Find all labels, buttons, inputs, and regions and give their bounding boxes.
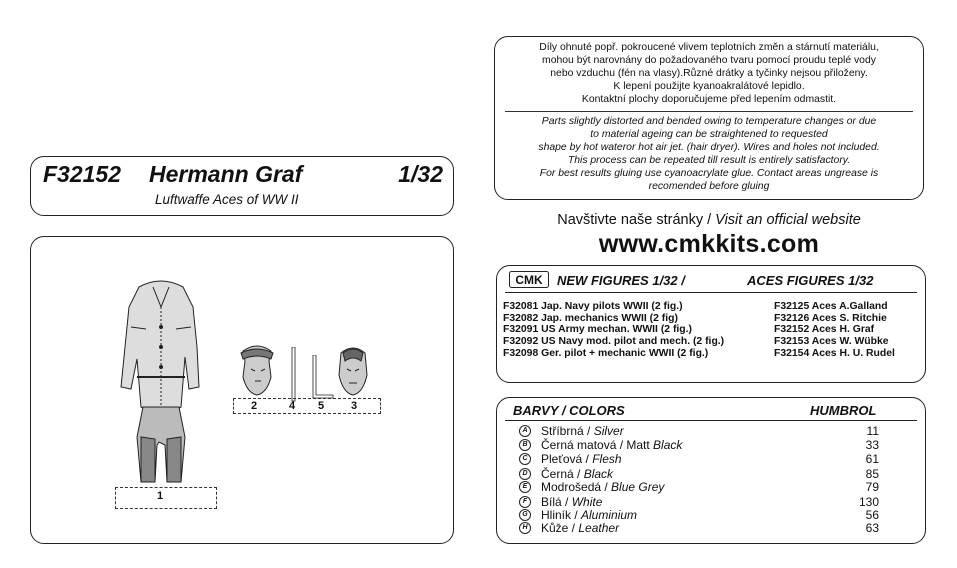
color-name-en: Silver <box>593 424 624 438</box>
color-name-cz: Hliník / <box>541 508 582 522</box>
visit-text-cz: Navštivte naše stránky / <box>557 212 716 228</box>
l-bracket-part-illustration <box>311 355 335 401</box>
instructions-panel <box>494 36 924 200</box>
figure-body-illustration <box>101 267 221 487</box>
color-name <box>541 453 622 465</box>
list-item: F32152 Aces H. Graf <box>774 324 875 336</box>
part-label-4: 4 <box>289 400 296 412</box>
color-row <box>497 453 927 465</box>
new-figures-list <box>503 301 724 360</box>
color-letter-badge: B <box>519 439 531 451</box>
part-label-5: 5 <box>318 400 325 412</box>
color-name-en: Blue Grey <box>611 480 665 494</box>
instruction-line: nebo vzduchu (fén na vlasy).Různé drátky a tyčinky nejsou přiloženy. <box>550 68 868 79</box>
product-subtitle: Luftwaffe Aces of WW II <box>155 192 299 207</box>
list-item: F32098 Ger. pilot + mechanic WWII (2 fig.) <box>503 347 709 359</box>
head-part-illustration <box>237 341 277 397</box>
color-name-en: Black <box>653 438 683 452</box>
part-label-3: 3 <box>351 400 358 412</box>
part-1-outline <box>115 487 217 509</box>
website-url[interactable]: www.cmkkits.com <box>598 230 820 258</box>
product-name: Hermann Graf <box>149 161 303 187</box>
color-row <box>497 468 927 480</box>
humbrol-code: 130 <box>858 495 879 509</box>
list-item: F32126 Aces S. Ritchie <box>774 312 887 324</box>
color-name <box>541 439 682 451</box>
color-row <box>497 509 927 521</box>
color-name-cz: Stříbrná / <box>541 424 594 438</box>
list-item: F32153 Aces W. Wübke <box>774 336 889 348</box>
divider <box>505 420 917 421</box>
instruction-line: shape by hot wateror hot air jet. (hair dryer). Wires and holes not included. <box>538 142 880 153</box>
color-letter-badge: D <box>519 468 531 480</box>
instructions-english <box>501 115 917 193</box>
color-name <box>541 481 664 493</box>
color-name <box>541 468 613 480</box>
color-letter-badge: E <box>519 481 531 493</box>
product-code: F32152 <box>43 161 122 187</box>
part-label-2: 2 <box>251 400 258 412</box>
humbrol-code: 63 <box>865 521 879 535</box>
color-name-en: White <box>571 495 603 509</box>
color-name <box>541 496 602 508</box>
list-item: F32082 Jap. mechanics WWII (2 fig) <box>503 312 678 324</box>
visit-website-text <box>494 212 924 228</box>
color-name <box>541 425 624 437</box>
list-item: F32154 Aces H. U. Rudel <box>774 347 895 359</box>
color-name-cz: Černá / <box>541 467 584 481</box>
color-name-cz: Bílá / <box>541 495 572 509</box>
instruction-line: mohou být narovnány do požadovaného tvaru pomocí proudu teplé vody <box>542 55 876 66</box>
parts-illustration-panel <box>30 236 454 544</box>
title-panel <box>30 156 454 216</box>
new-figures-panel <box>496 265 926 383</box>
color-name-en: Black <box>583 467 614 481</box>
list-item: F32125 Aces A.Galland <box>774 301 888 312</box>
divider <box>505 292 917 293</box>
instruction-line: Díly ohnuté popř. pokroucené vlivem teplotních změn a stárnutí materiálu, <box>539 42 879 53</box>
humbrol-code: 33 <box>865 438 879 452</box>
instruction-line: to material ageing can be straightened to requested <box>590 129 828 140</box>
color-name-cz: Modrošedá / <box>541 480 612 494</box>
rod-part-illustration <box>289 347 299 403</box>
aces-figures-header: ACES FIGURES 1/32 <box>747 273 874 288</box>
color-row <box>497 522 927 534</box>
humbrol-header: HUMBROL <box>810 403 877 418</box>
instruction-line: K lepení použijte kyanoakralátové lepidlo. <box>613 81 805 92</box>
color-name-cz: Kůže / <box>541 521 579 535</box>
color-row <box>497 481 927 493</box>
humbrol-code: 56 <box>865 508 879 522</box>
humbrol-code: 79 <box>865 480 879 494</box>
color-name-cz: Černá matová / Matt <box>541 438 654 452</box>
list-item: F32091 US Army mechan. WWII (2 fig.) <box>503 324 692 336</box>
color-row <box>497 439 927 451</box>
list-item: F32092 US Navy mod. pilot and mech. (2 fig.) <box>503 336 725 348</box>
color-letter-badge: C <box>519 453 531 465</box>
instruction-line: For best results gluing use cyanoacrylate glue. Contact areas ungrease is <box>539 168 879 179</box>
color-letter-badge: A <box>519 425 531 437</box>
new-figures-header: NEW FIGURES 1/32 / <box>557 273 685 288</box>
product-scale: 1/32 <box>398 161 443 187</box>
colors-panel <box>496 397 926 544</box>
color-row <box>497 496 927 508</box>
color-letter-badge: H <box>519 522 531 534</box>
color-row <box>497 425 927 437</box>
color-name-en: Flesh <box>592 452 622 466</box>
visit-text-en: Visit an official website <box>715 212 861 228</box>
instructions-czech <box>501 41 917 106</box>
color-letter-badge: F <box>519 496 531 508</box>
color-letter-badge: G <box>519 509 531 521</box>
divider <box>505 111 913 112</box>
list-item: F32081 Jap. Navy pilots WWII (2 fig.) <box>503 301 683 312</box>
instruction-line: recomended before gluing <box>648 181 770 192</box>
color-name-en: Aluminium <box>581 508 638 522</box>
humbrol-code: 61 <box>865 452 879 466</box>
head-part-illustration <box>335 341 371 397</box>
humbrol-code: 11 <box>866 424 879 438</box>
color-name-cz: Pleťová / <box>541 452 593 466</box>
instruction-line: Kontaktní plochy doporučujeme před lepením odmastit. <box>581 94 837 105</box>
color-name <box>541 509 637 521</box>
color-name <box>541 522 619 534</box>
humbrol-code: 85 <box>865 467 879 481</box>
colors-header: BARVY / COLORS <box>513 403 625 418</box>
color-name-en: Leather <box>578 521 620 535</box>
cmk-logo <box>509 271 549 288</box>
part-label-1: 1 <box>157 490 164 502</box>
instruction-line: This process can be repeated till result is entirely satisfactory. <box>567 155 851 166</box>
cmk-logo-text: CMK <box>515 273 543 287</box>
aces-figures-list <box>774 301 895 360</box>
instruction-line: Parts slightly distorted and bended owing to temperature changes or due <box>541 116 877 127</box>
